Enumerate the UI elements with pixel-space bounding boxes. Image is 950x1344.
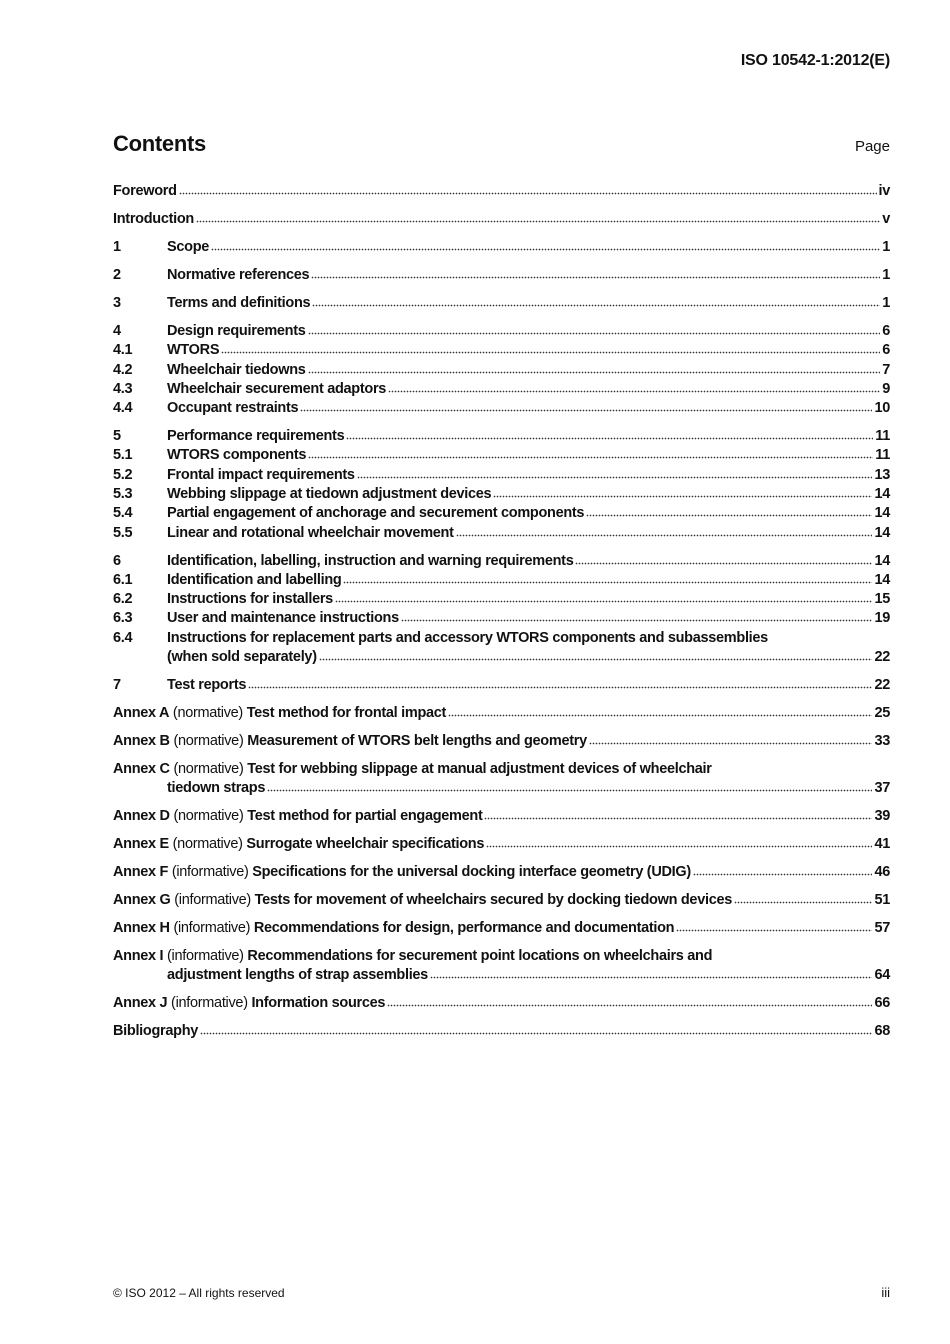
toc-entry-continuation[interactable]: [113, 648, 890, 667]
entry-page-number[interactable]: 25: [874, 705, 890, 722]
entry-title[interactable]: Test method for frontal impact: [246, 705, 447, 722]
entry-page-number[interactable]: 14: [874, 485, 890, 502]
entry-title[interactable]: Performance requirements: [167, 428, 345, 445]
section-number: 6.3: [113, 610, 133, 627]
toc-entry[interactable]: [113, 485, 890, 504]
annex-kind: (normative): [172, 836, 243, 853]
entry-page-number[interactable]: 11: [875, 428, 890, 445]
entry-title[interactable]: Information sources: [251, 995, 386, 1012]
toc-group: [113, 266, 890, 285]
dot-leader: [308, 456, 873, 459]
section-number: 6: [113, 552, 121, 569]
toc-entry[interactable]: [113, 552, 890, 571]
toc-entry[interactable]: [113, 590, 890, 609]
toc-group: [113, 760, 890, 799]
table-of-contents: [113, 182, 890, 1050]
entry-page-number[interactable]: 57: [874, 920, 890, 937]
toc-entry-continuation[interactable]: [113, 966, 890, 985]
entry-title-continuation[interactable]: (when sold separately): [167, 649, 317, 666]
toc-entry[interactable]: [113, 947, 890, 966]
entry-title-continuation[interactable]: adjustment lengths of strap assemblies: [167, 967, 428, 984]
annex-label: Annex A: [113, 705, 170, 722]
entry-title[interactable]: Normative references: [167, 266, 310, 283]
toc-entry[interactable]: [113, 676, 890, 695]
toc-entry[interactable]: [113, 322, 890, 341]
annex-label: Annex D: [113, 808, 170, 825]
dot-leader: [267, 789, 872, 792]
toc-group: [113, 182, 890, 201]
entry-title[interactable]: Measurement of WTORS belt lengths and geometry: [247, 733, 587, 749]
toc-entry[interactable]: [113, 524, 890, 543]
toc-entry[interactable]: [113, 732, 890, 751]
dot-leader: [357, 476, 873, 479]
entry-page-number[interactable]: 15: [874, 591, 890, 608]
entry-page-number[interactable]: 10: [874, 400, 890, 417]
entry-page-number[interactable]: 41: [874, 836, 890, 853]
toc-group: [113, 552, 890, 668]
dot-leader: [335, 600, 873, 603]
section-number: 5.5: [113, 524, 133, 541]
entry-title[interactable]: Scope: [167, 238, 210, 255]
toc-entry[interactable]: [113, 238, 890, 257]
toc-entry[interactable]: [113, 760, 890, 779]
section-number: 2: [113, 266, 121, 283]
toc-group: [113, 891, 890, 910]
annex-kind: (normative): [173, 733, 244, 749]
dot-leader: [248, 686, 872, 689]
dot-leader: [589, 742, 873, 745]
annex-kind: (informative): [173, 920, 251, 937]
toc-entry[interactable]: [113, 629, 890, 648]
entry-title[interactable]: Identification, labelling, instruction and warning requirements: [167, 552, 574, 569]
toc-group: [113, 947, 890, 986]
toc-group: [113, 322, 890, 418]
toc-group: [113, 294, 890, 313]
entry-title[interactable]: Frontal impact requirements: [167, 466, 355, 483]
dot-leader: [308, 371, 881, 374]
dot-leader: [196, 220, 880, 223]
toc-entry[interactable]: [113, 446, 890, 465]
entry-title[interactable]: Recommendations for design, performance and documentation: [253, 920, 675, 937]
annex-kind: (normative): [173, 808, 244, 825]
entry-page-number[interactable]: 14: [874, 552, 890, 569]
entry-page-number[interactable]: 6: [882, 342, 890, 359]
annex-kind: (normative): [172, 705, 243, 722]
entry-title[interactable]: Specifications for the universal docking interface geometry (UDIG): [252, 864, 691, 881]
dot-leader: [311, 276, 880, 279]
dot-leader: [484, 817, 872, 820]
entry-title[interactable]: Design requirements: [167, 322, 306, 339]
section-number: 4.3: [113, 380, 133, 397]
dot-leader: [319, 658, 873, 661]
annex-kind: (informative): [171, 864, 249, 881]
dot-leader: [430, 976, 873, 979]
entry-title[interactable]: WTORS: [167, 342, 220, 359]
dot-leader: [734, 901, 872, 904]
dot-leader: [401, 619, 873, 622]
toc-entry[interactable]: [113, 609, 890, 628]
dot-leader: [456, 534, 873, 537]
entry-title[interactable]: Recommendations for securement point locations on wheelchairs and: [247, 948, 713, 965]
toc-group: [113, 704, 890, 723]
toc-entry[interactable]: [113, 361, 890, 380]
entry-page-number[interactable]: v: [882, 210, 890, 227]
annex-label: Annex C: [113, 760, 170, 777]
toc-entry[interactable]: [113, 427, 890, 446]
toc-entry[interactable]: [113, 266, 890, 285]
section-number: 6.1: [113, 571, 133, 588]
entry-title[interactable]: Webbing slippage at tiedown adjustment devices: [167, 485, 492, 502]
section-number: 7: [113, 677, 121, 694]
annex-label: Annex J: [113, 995, 168, 1012]
dot-leader: [493, 495, 872, 498]
entry-page-number[interactable]: 1: [882, 266, 890, 283]
toc-group: [113, 238, 890, 257]
dot-leader: [312, 304, 880, 307]
entry-title[interactable]: Bibliography: [113, 1023, 199, 1040]
toc-entry[interactable]: [113, 807, 890, 826]
section-number: 5.3: [113, 485, 133, 502]
entry-page-number[interactable]: 39: [874, 808, 890, 825]
annex-label: Annex B: [113, 733, 170, 749]
entry-page-number[interactable]: 11: [875, 447, 890, 464]
toc-group: [113, 994, 890, 1013]
toc-group: [113, 835, 890, 854]
entry-title[interactable]: Introduction: [113, 210, 194, 227]
annex-kind: (normative): [173, 760, 244, 777]
entry-title[interactable]: Test reports: [167, 677, 247, 694]
toc-entry[interactable]: [113, 891, 890, 910]
toc-group: [113, 807, 890, 826]
section-number: 5.1: [113, 447, 133, 464]
entry-title[interactable]: Instructions for replacement parts and accessory WTORS components and subassemblies: [167, 629, 768, 646]
toc-entry[interactable]: [113, 341, 890, 360]
dot-leader: [676, 929, 872, 932]
entry-title[interactable]: Identification and labelling: [167, 571, 342, 588]
annex-kind: (informative): [174, 892, 251, 909]
entry-title[interactable]: Terms and definitions: [167, 294, 311, 311]
toc-entry[interactable]: [113, 994, 890, 1013]
page-column-label: Page: [854, 138, 890, 155]
section-number: 6.4: [113, 629, 133, 646]
entry-title[interactable]: Wheelchair tiedowns: [167, 361, 306, 378]
toc-entry[interactable]: [113, 182, 890, 201]
section-number: 4.1: [113, 342, 133, 359]
entry-page-number[interactable]: 33: [874, 733, 890, 749]
entry-page-number[interactable]: 37: [874, 780, 890, 797]
section-number: 4.2: [113, 361, 133, 378]
entry-page-number[interactable]: 14: [874, 571, 890, 588]
document-id-header: ISO 10542-1:2012(E): [740, 52, 890, 69]
toc-entry[interactable]: [113, 1022, 890, 1041]
annex-label: Annex F: [113, 864, 169, 881]
entry-page-number[interactable]: 14: [874, 524, 890, 541]
entry-title[interactable]: Occupant restraints: [167, 400, 299, 417]
dot-leader: [388, 390, 880, 393]
entry-title[interactable]: WTORS components: [167, 447, 307, 464]
page-number: iii: [881, 1285, 890, 1300]
annex-label: Annex H: [113, 920, 170, 937]
entry-title[interactable]: Tests for movement of wheelchairs secured by docking tiedown devices: [254, 892, 732, 909]
entry-title[interactable]: Test method for partial engagement: [247, 808, 483, 825]
entry-page-number[interactable]: 1: [882, 238, 890, 255]
section-number: 5: [113, 428, 121, 445]
toc-group: [113, 1022, 890, 1041]
toc-group: [113, 676, 890, 695]
dot-leader: [387, 1004, 872, 1007]
dot-leader: [300, 409, 872, 412]
dot-leader: [586, 514, 872, 517]
dot-leader: [211, 248, 880, 251]
entry-page-number[interactable]: 6: [882, 322, 890, 339]
toc-entry[interactable]: [113, 863, 890, 882]
toc-group: [113, 919, 890, 938]
section-number: 4.4: [113, 400, 133, 417]
entry-title[interactable]: Foreword: [113, 183, 177, 199]
entry-page-number[interactable]: 64: [874, 967, 890, 984]
toc-entry[interactable]: [113, 704, 890, 723]
toc-entry[interactable]: [113, 919, 890, 938]
dot-leader: [343, 581, 872, 584]
toc-group: [113, 863, 890, 882]
dot-leader: [308, 332, 881, 335]
dot-leader: [179, 192, 877, 195]
toc-group: [113, 732, 890, 751]
section-number: 3: [113, 294, 121, 311]
entry-title[interactable]: Surrogate wheelchair specifications: [246, 836, 485, 853]
annex-label: Annex E: [113, 836, 169, 853]
section-number: 4: [113, 322, 121, 339]
entry-page-number[interactable]: 19: [874, 610, 890, 627]
entry-page-number[interactable]: 13: [874, 466, 890, 483]
toc-entry[interactable]: [113, 210, 890, 229]
entry-title[interactable]: Wheelchair securement adaptors: [167, 380, 387, 397]
annex-kind: (informative): [171, 995, 248, 1012]
entry-title[interactable]: User and maintenance instructions: [167, 610, 399, 627]
toc-entry[interactable]: [113, 466, 890, 485]
entry-page-number[interactable]: 66: [874, 995, 890, 1012]
annex-label: Annex G: [113, 892, 171, 909]
dot-leader: [448, 714, 872, 717]
entry-page-number[interactable]: 7: [882, 361, 890, 378]
entry-title-continuation[interactable]: tiedown straps: [167, 780, 266, 797]
entry-page-number[interactable]: 1: [882, 294, 890, 311]
entry-page-number[interactable]: 22: [874, 677, 890, 694]
entry-page-number[interactable]: 14: [874, 505, 890, 522]
entry-page-number[interactable]: iv: [878, 183, 890, 199]
section-number: 1: [113, 238, 121, 255]
entry-page-number[interactable]: 46: [874, 864, 890, 881]
entry-page-number[interactable]: 9: [882, 380, 890, 397]
section-number: 6.2: [113, 591, 133, 608]
dot-leader: [575, 562, 872, 565]
toc-entry[interactable]: [113, 399, 890, 418]
annex-label: Annex I: [113, 948, 164, 965]
annex-kind: (informative): [167, 948, 244, 965]
entry-page-number[interactable]: 51: [874, 892, 890, 909]
toc-entry[interactable]: [113, 504, 890, 523]
entry-page-number[interactable]: 22: [874, 649, 890, 666]
copyright-footer: © ISO 2012 – All rights reserved: [113, 1286, 285, 1300]
entry-page-number[interactable]: 68: [874, 1023, 890, 1040]
entry-title[interactable]: Instructions for installers: [167, 591, 333, 608]
section-number: 5.4: [113, 505, 133, 522]
entry-title[interactable]: Linear and rotational wheelchair movement: [167, 524, 454, 541]
toc-group: [113, 427, 890, 543]
dot-leader: [346, 437, 873, 440]
toc-entry[interactable]: [113, 380, 890, 399]
toc-entry[interactable]: [113, 835, 890, 854]
page-title: Contents: [113, 131, 206, 156]
toc-group: [113, 210, 890, 229]
entry-title[interactable]: Partial engagement of anchorage and securement components: [167, 505, 585, 522]
dot-leader: [486, 845, 872, 848]
dot-leader: [200, 1032, 872, 1035]
toc-entry[interactable]: [113, 571, 890, 590]
entry-title[interactable]: Test for webbing slippage at manual adjustment devices of wheelchair: [247, 760, 712, 777]
dot-leader: [221, 351, 880, 354]
dot-leader: [693, 873, 873, 876]
section-number: 5.2: [113, 466, 133, 483]
toc-entry-continuation[interactable]: [113, 779, 890, 798]
toc-entry[interactable]: [113, 294, 890, 313]
